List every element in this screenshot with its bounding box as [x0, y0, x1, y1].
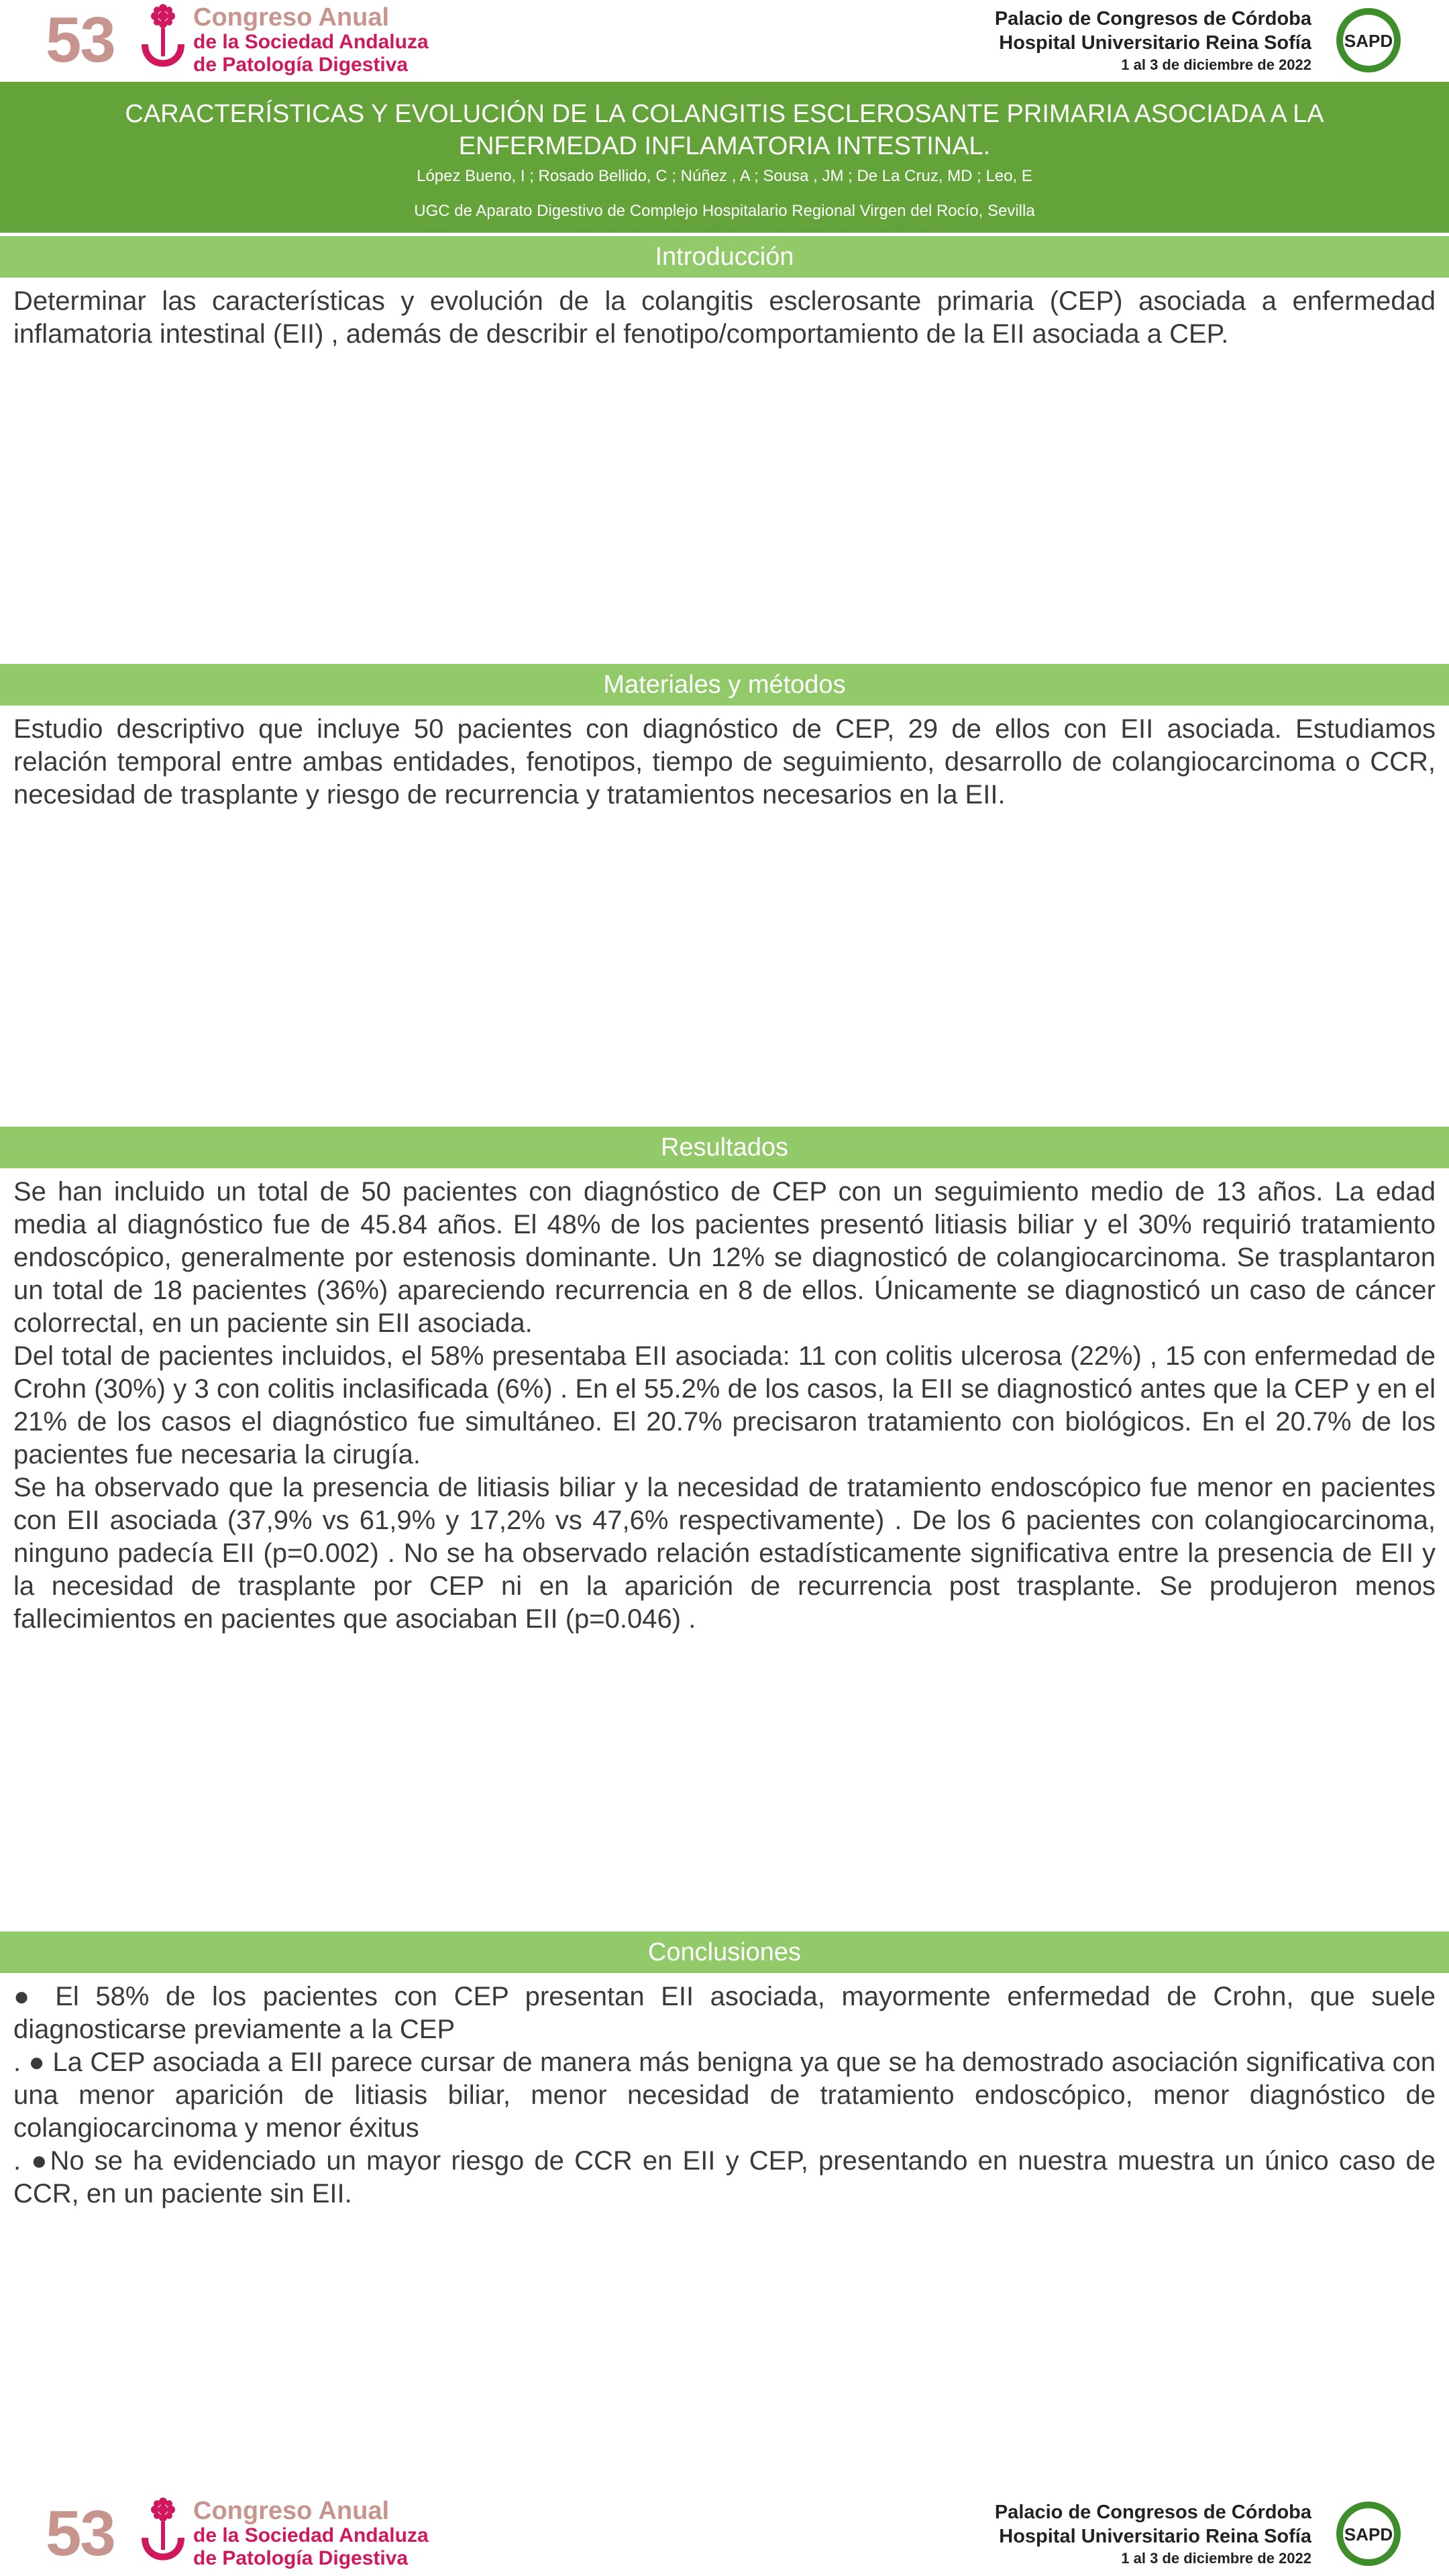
poster-title: CARACTERÍSTICAS Y EVOLUCIÓN DE LA COLANGITIS ESCLEROSANTE PRIMARIA ASOCIADA A LA ENFERMEDAD INFLAMATORIA INTESTINAL.	[125, 100, 1324, 160]
section-body-results	[13, 1176, 1436, 1636]
sapd-badge-icon	[1335, 2500, 1402, 2567]
sapd-badge-icon	[1335, 7, 1402, 74]
results-paragraph: Se han incluido un total de 50 pacientes con diagnóstico de CEP con un seguimiento medio de 13 años. La edad media al diagnóstico fue de 45.84 años. El 48% de los pacientes presentó litiasis biliar y el 30% requirió tratamiento endoscópico, generalmente por estenosis dominante. Un 12% se diagnosticó de colangiocarcinoma. Se trasplantaron un total de 18 pacientes (36%) apareciendo recurrencia en 8 de ellos. Únicamente se diagnosticó un caso de cáncer colorrectal, en un paciente sin EII asociada.	[13, 1177, 1436, 1338]
flower-icon	[140, 3, 186, 76]
logo-line2: de la Sociedad Andaluza	[193, 31, 429, 53]
venue-line1: Palacio de Congresos de Córdoba	[994, 2502, 1311, 2523]
logo-number: 53	[46, 2498, 115, 2569]
logo-number: 53	[46, 4, 115, 76]
intro-text: Determinar las características y evolución de la colangitis esclerosante primaria (CEP) asociada a enfermedad inflamatoria intestinal (EII) , además de describir el fenotipo/comportamiento de la EII asociada a CEP.	[13, 286, 1436, 349]
section-heading-methods: Materiales y métodos	[0, 664, 1449, 706]
congress-logo	[46, 3, 448, 78]
venue-line2: Hospital Universitario Reina Sofía	[999, 2526, 1311, 2547]
venue-info	[995, 2500, 1311, 2569]
venue-info	[995, 7, 1311, 75]
section-body-conclusions	[13, 1980, 1436, 2210]
page-header	[0, 0, 1449, 80]
logo-text	[193, 4, 429, 76]
venue-line2: Hospital Universitario Reina Sofía	[999, 32, 1311, 54]
affiliation: UGC de Aparato Digestivo de Complejo Hospitalario Regional Virgen del Rocío, Sevilla	[414, 202, 1035, 220]
section-body-intro	[13, 285, 1436, 351]
section-heading-conclusions: Conclusiones	[0, 1931, 1449, 1973]
section-heading-results: Resultados	[0, 1127, 1449, 1168]
logo-line2: de la Sociedad Andaluza	[193, 2524, 429, 2546]
conclusion-item: . ●No se ha evidenciado un mayor riesgo de CCR en EII y CEP, presentando en nuestra muestra un único caso de CCR, en un paciente sin EII.	[13, 2146, 1436, 2208]
logo-text	[193, 2498, 429, 2570]
logo-line3: de Patología Digestiva	[193, 54, 409, 76]
logo-line1: Congreso Anual	[193, 2497, 390, 2525]
event-dates: 1 al 3 de diciembre de 2022	[1121, 2550, 1311, 2567]
results-paragraph: Se ha observado que la presencia de litiasis biliar y la necesidad de tratamiento endoscópico fue menor en pacientes con EII asociada (37,9% vs 61,9% y 17,2% vs 47,6% respectivamente) . De los 6 pacientes con colangiocarcinoma, ninguno padecía EII (p=0.002) . No se ha observado relación estadísticamente significativa entre la presencia de EII y la necesidad de trasplante por CEP ni en la aparición de recurrencia post trasplante. Se produjeron menos fallecimientos en pacientes que asociaban EII (p=0.046) .	[13, 1473, 1436, 1634]
logo-line3: de Patología Digestiva	[193, 2547, 409, 2569]
venue-line1: Palacio de Congresos de Córdoba	[994, 8, 1311, 30]
conclusion-item: ● El 58% de los pacientes con CEP presentan EII asociada, mayormente enfermedad de Crohn, que suele diagnosticarse previamente a la CEP	[13, 1982, 1436, 2044]
section-heading-intro: Introducción	[0, 236, 1449, 278]
conclusion-item: . ● La CEP asociada a EII parece cursar de manera más benigna ya que se ha demostrado asociación significativa con una menor aparición de litiasis biliar, menor necesidad de tratamiento endoscópico, menor diagnóstico de colangiocarcinoma y menor éxitus	[13, 2048, 1436, 2143]
page-footer	[0, 2494, 1449, 2574]
logo-line1: Congreso Anual	[193, 3, 390, 32]
event-dates: 1 al 3 de diciembre de 2022	[1121, 56, 1311, 73]
badge-text: SAPD	[1344, 31, 1393, 51]
congress-logo	[46, 2496, 448, 2571]
authors: López Bueno, I ; Rosado Bellido, C ; Núñez , A ; Sousa , JM ; De La Cruz, MD ; Leo, E	[417, 167, 1032, 185]
section-body-methods	[13, 713, 1436, 811]
methods-text: Estudio descriptivo que incluye 50 pacientes con diagnóstico de CEP, 29 de ellos con EII asociada. Estudiamos relación temporal entre ambas entidades, fenotipos, tiempo de seguimiento, desarrollo de colangiocarcinoma o CCR, necesidad de trasplante y riesgo de recurrencia y tratamientos necesarios en la EII.	[13, 714, 1436, 809]
flower-icon	[140, 2496, 186, 2570]
results-paragraph: Del total de pacientes incluidos, el 58% presentaba EII asociada: 11 con colitis ulcerosa (22%) , 15 con enfermedad de Crohn (30%) y 3 con colitis inclasificada (6%) . En el 55.2% de los casos, la EII se diagnosticó antes que la CEP y en el 21% de los casos el diagnóstico fue simultáneo. El 20.7% precisaron tratamiento con biológicos. En el 20.7% de los pacientes fue necesaria la cirugía.	[13, 1341, 1436, 1469]
title-band	[0, 82, 1449, 233]
badge-text: SAPD	[1344, 2524, 1393, 2544]
